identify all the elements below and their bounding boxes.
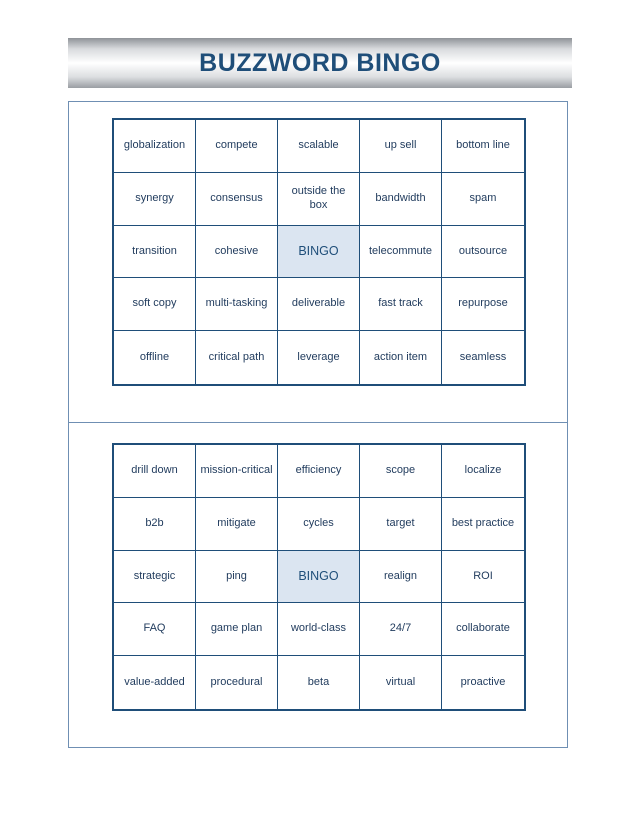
bingo-cell: cycles (278, 498, 360, 551)
bingo-cell: seamless (459, 350, 507, 363)
bingo-cell: multi-tasking (196, 278, 278, 331)
bingo-cell: collaborate (442, 603, 524, 656)
bingo-cell: bottom line (442, 120, 524, 173)
bingo-cell: 24/7 (360, 603, 442, 656)
bingo-cell: fast track (360, 278, 442, 331)
bingo-card-2 (112, 443, 526, 711)
bingo-cell: drill down (114, 445, 196, 498)
bingo-cell: outside the box (278, 173, 360, 226)
free-space-cell: BINGO (278, 226, 360, 279)
bingo-cell: best practice (442, 498, 524, 551)
bingo-cell: mission-critical (196, 445, 278, 498)
bingo-cell: cohesive (196, 226, 278, 279)
bingo-card-1 (112, 118, 526, 386)
bingo-cell: action item (360, 331, 442, 384)
bingo-cell: scope (360, 445, 442, 498)
bingo-cell: up sell (360, 120, 442, 173)
bingo-cell: compete (196, 120, 278, 173)
bingo-cell: localize (442, 445, 524, 498)
card-divider (69, 422, 567, 423)
bingo-cell: b2b (114, 498, 196, 551)
title-banner (68, 38, 572, 88)
bingo-cell: procedural (196, 656, 278, 709)
cards-frame (68, 101, 568, 748)
bingo-cell: realign (360, 551, 442, 604)
bingo-cell: ping (196, 551, 278, 604)
bingo-cell: ROI (442, 551, 524, 604)
bingo-cell: deliverable (278, 278, 360, 331)
bingo-cell: telecommute (360, 226, 442, 279)
bingo-cell: strategic (114, 551, 196, 604)
bingo-cell: transition (114, 226, 196, 279)
bingo-cell: soft copy (114, 278, 196, 331)
bingo-cell: critical path (196, 331, 278, 384)
bingo-cell: globalization (114, 120, 196, 173)
bingo-cell: virtual (360, 656, 442, 709)
bingo-cell: mitigate (196, 498, 278, 551)
bingo-cell: target (360, 498, 442, 551)
bingo-cell: repurpose (442, 278, 524, 331)
bingo-cell: bandwidth (360, 173, 442, 226)
bingo-cell: consensus (196, 173, 278, 226)
bingo-cell: game plan (196, 603, 278, 656)
bingo-cell: synergy (114, 173, 196, 226)
bingo-cell: outsource (442, 226, 524, 279)
page-title: BUZZWORD BINGO (199, 48, 441, 77)
bingo-cell: value-added (114, 656, 196, 709)
bingo-cell: world-class (278, 603, 360, 656)
bingo-cell: offline (114, 331, 196, 384)
bingo-cell: efficiency (278, 445, 360, 498)
bingo-cell: leverage (278, 331, 360, 384)
free-space-cell: BINGO (278, 551, 360, 604)
bingo-cell: FAQ (114, 603, 196, 656)
bingo-cell: spam (442, 173, 524, 226)
bingo-cell: beta (278, 656, 360, 709)
bingo-cell: proactive (460, 675, 506, 688)
bingo-cell: scalable (278, 120, 360, 173)
